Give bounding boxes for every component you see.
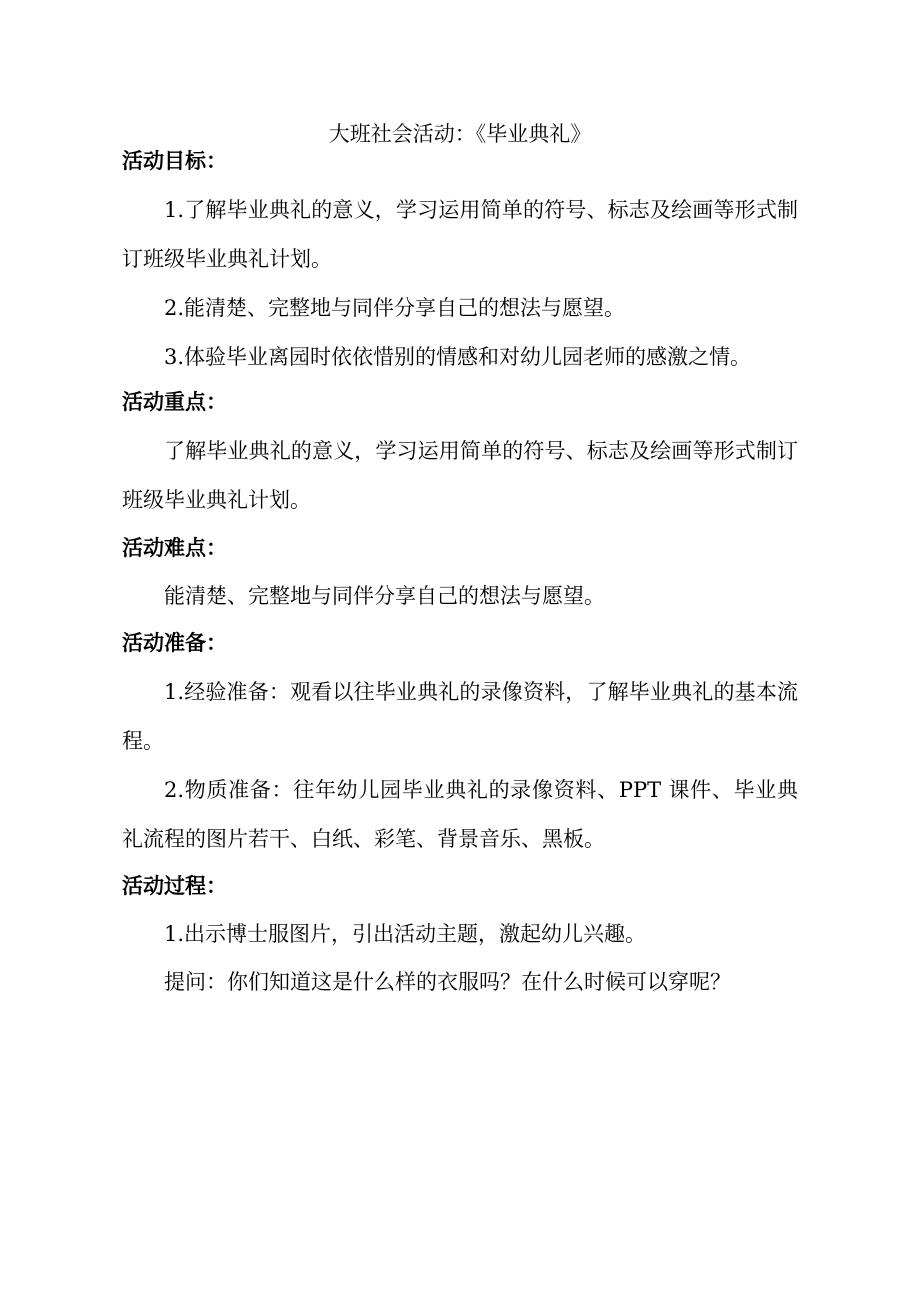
process-heading: 活动过程： xyxy=(122,874,227,898)
difficulties-text: 能清楚、完整地与同伴分享自己的想法与愿望。 xyxy=(164,584,605,608)
preparation-item-1: 1.经验准备：观看以往毕业典礼的录像资料，了解毕业典礼的基本流程。 xyxy=(122,680,798,753)
preparation-item-2: 2.物质准备：往年幼儿园毕业典礼的录像资料、PPT 课件、毕业典礼流程的图片若干、白纸、彩笔、背景音乐、黑板。 xyxy=(122,778,798,851)
key-points-heading: 活动重点： xyxy=(122,390,227,414)
key-points-text: 了解毕业典礼的意义，学习运用简单的符号、标志及绘画等形式制订班级毕业典礼计划。 xyxy=(122,439,798,512)
difficulties-heading: 活动难点： xyxy=(122,536,227,560)
goal-item-2: 2.能清楚、完整地与同伴分享自己的想法与愿望。 xyxy=(164,296,626,320)
preparation-heading: 活动准备： xyxy=(122,631,227,655)
process-question: 提问：你们知道这是什么样的衣服吗？在什么时候可以穿呢？ xyxy=(164,970,731,994)
document-title: 大班社会活动：《毕业典礼》 xyxy=(328,122,592,146)
goal-item-3: 3.体验毕业离园时依依惜别的情感和对幼儿园老师的感激之情。 xyxy=(164,345,752,369)
process-item-1: 1.出示博士服图片，引出活动主题，激起幼儿兴趣。 xyxy=(164,922,647,946)
goal-item-1: 1.了解毕业典礼的意义，学习运用简单的符号、标志及绘画等形式制订班级毕业典礼计划。 xyxy=(122,198,798,271)
goals-heading: 活动目标： xyxy=(122,149,227,173)
